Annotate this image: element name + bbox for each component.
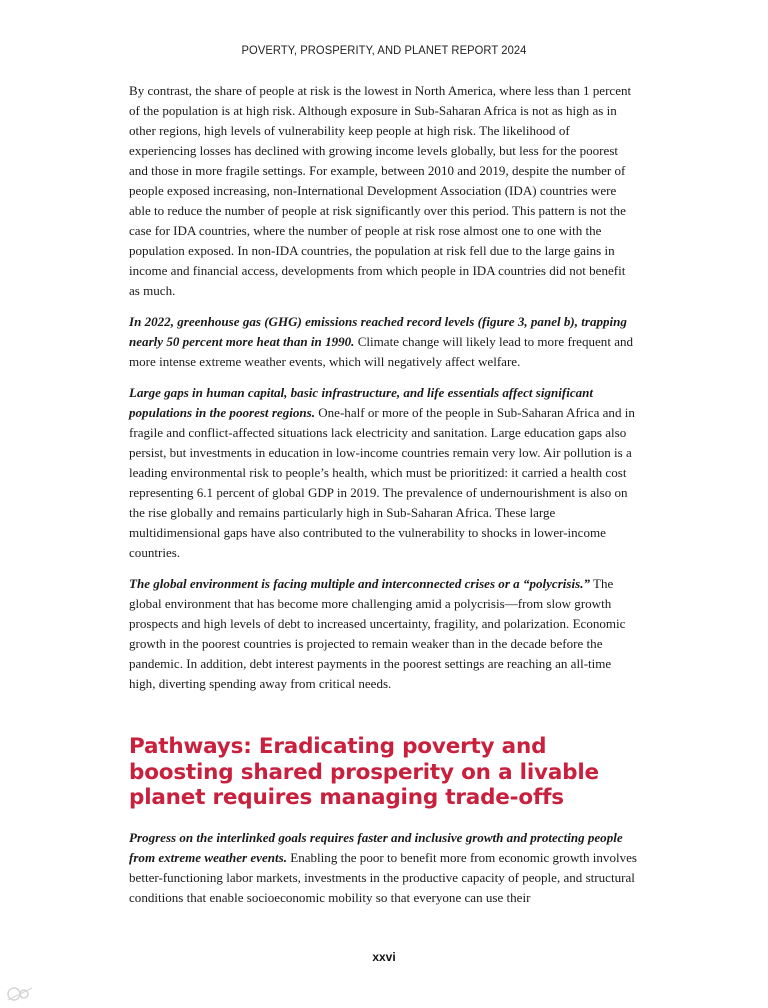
running-head: POVERTY, PROSPERITY, AND PLANET REPORT 2024 bbox=[241, 43, 527, 57]
paragraph-lead: Progress on the interlinked goals requires faster and inclusive growth and protecting people from extreme weather events. bbox=[129, 830, 623, 865]
section-heading: Pathways: Eradicating poverty and boosting shared prosperity on a livable planet requires managing trade-offs bbox=[129, 734, 599, 810]
page-number: xxvi bbox=[372, 950, 396, 964]
watermark-logo bbox=[6, 986, 34, 1002]
paragraph-polycrisis bbox=[129, 574, 637, 694]
paragraph-text: The global environment that has become more challenging amid a polycrisis—from slow growth prospects and high levels of debt to increased uncertainty, fragility, and polarization. Economic growth in the poorest countries is projected to remain weaker than in the decade before the pandemic. In addition, debt interest payments in the poorest settings are reaching an all-time high, diverting spending away from critical needs. bbox=[129, 576, 626, 691]
paragraph-text: Climate change will likely lead to more frequent and more intense extreme weather events, which will negatively affect welfare. bbox=[129, 334, 634, 369]
paragraph-text: Enabling the poor to benefit more from economic growth involves better-functioning labor markets, investments in the productive capacity of people, and structural conditions that enable socioeconomic mobility so that everyone can use their bbox=[129, 850, 637, 905]
paragraph-lead: Large gaps in human capital, basic infrastructure, and life essentials affect significant populations in the poorest regions. bbox=[129, 385, 594, 420]
paragraph-interlinked-goals bbox=[129, 828, 637, 908]
paragraph-lead: In 2022, greenhouse gas (GHG) emissions reached record levels (figure 3, panel b), trapping nearly 50 percent more heat than in 1990. bbox=[129, 314, 627, 349]
section-body-text bbox=[129, 828, 637, 919]
paragraph-risk-share bbox=[129, 81, 637, 301]
watermark-icon bbox=[6, 986, 34, 1002]
paragraph-text: By contrast, the share of people at risk is the lowest in North America, where less than 1 percent of the population is at high risk. Although exposure in Sub-Saharan Africa is not as high as in other regions, high levels of vulnerability keep people at high risk. The likelihood of experiencing losses has declined with growing income levels globally, but less for the poorest and those in more fragile settings. For example, between 2010 and 2019, despite the number of people exposed increasing, non-International Development Association (IDA) countries were able to reduce the number of people at risk significantly over this period. This pattern is not the case for IDA countries, where the number of people at risk rose almost one to one with the population exposed. In non-IDA countries, the population at risk fell due to the large gains in income and financial access, developments from which people in IDA countries did not benefit as much. bbox=[129, 83, 632, 298]
body-text bbox=[129, 81, 637, 705]
paragraph-lead: The global environment is facing multiple and interconnected crises or a “polycrisis.” bbox=[129, 576, 590, 591]
paragraph-human-capital-gaps bbox=[129, 383, 637, 563]
paragraph-text: One-half or more of the people in Sub-Saharan Africa and in fragile and conflict-affected situations lack electricity and sanitation. Large education gaps also persist, but investments in education in low-income countries remain very low. Air pollution is a leading environmental risk to people’s health, which must be prioritized: it carried a health cost representing 6.1 percent of global GDP in 2019. The prevalence of undernourishment is also on the rise globally and remains particularly high in Sub-Saharan Africa. These large multidimensional gaps have also contributed to the vulnerability to shocks in lower-income countries. bbox=[129, 405, 635, 560]
paragraph-ghg-emissions bbox=[129, 312, 637, 372]
